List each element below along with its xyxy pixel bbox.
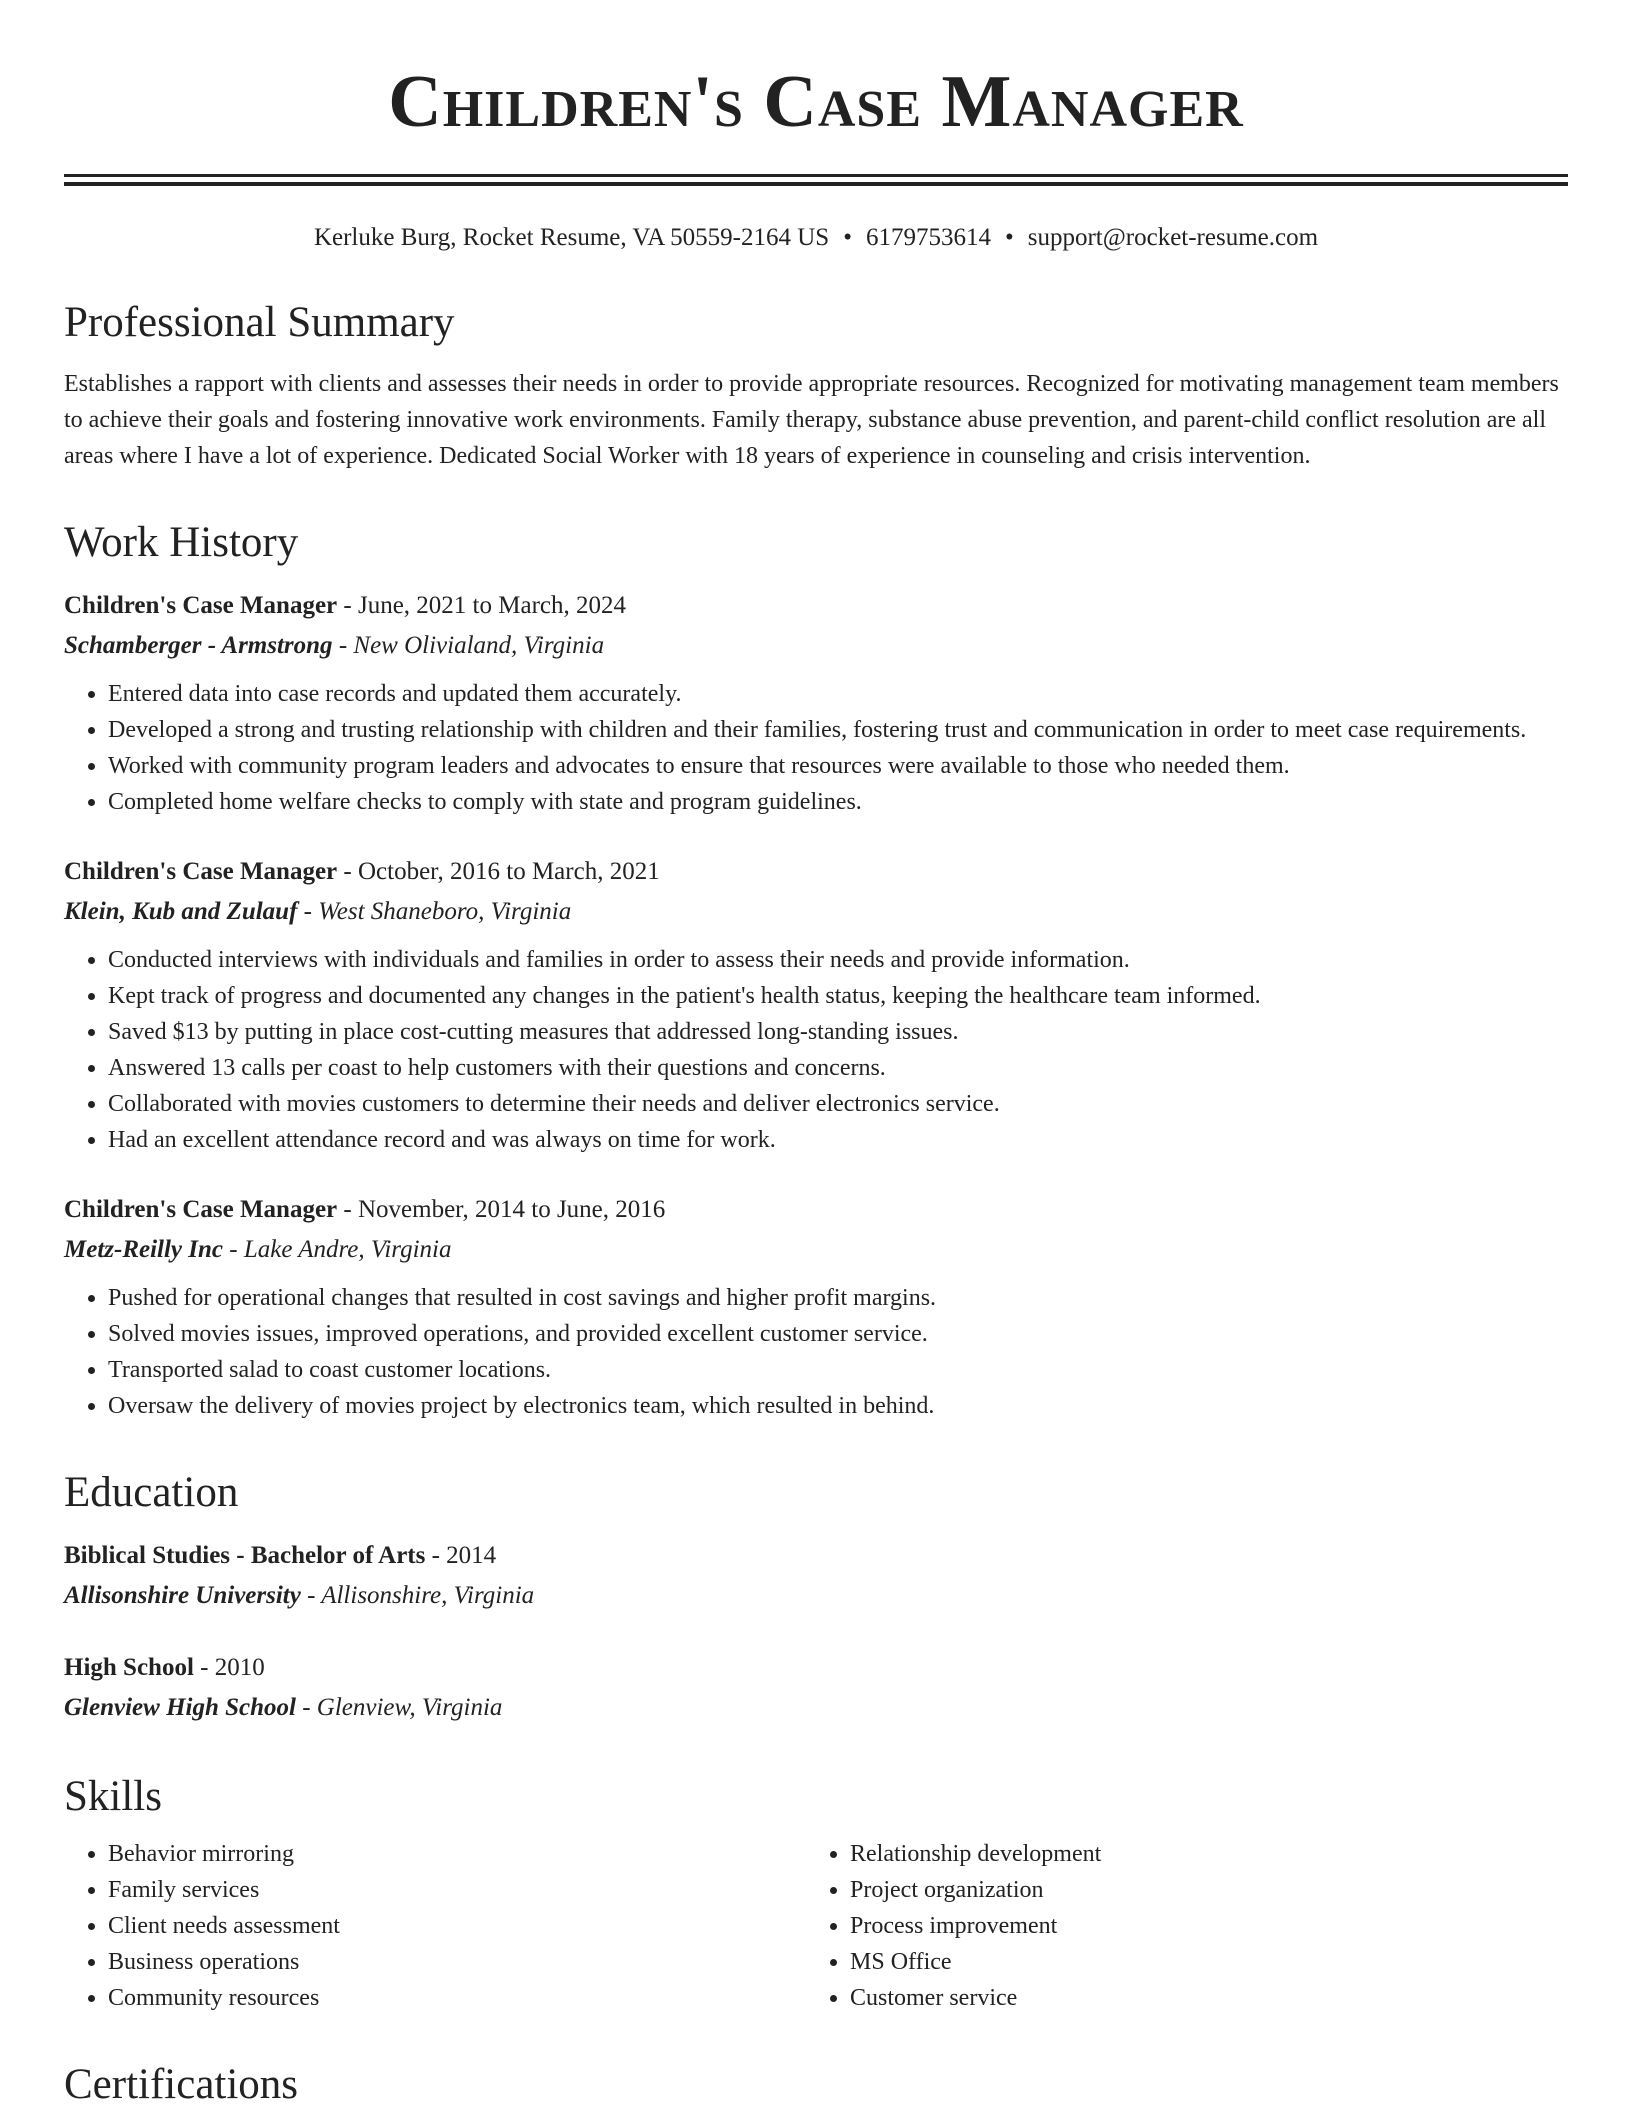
education-location: - Allisonshire, Virginia (300, 1582, 535, 1609)
education-year: - 2010 (193, 1654, 265, 1681)
job-dates: - October, 2016 to March, 2021 (337, 858, 660, 885)
job-duties (64, 1280, 1568, 1424)
job-duty: • Saved $13 by putting in place cost-cutting measures that addressed long-standing issues. (108, 1014, 1568, 1050)
job-entry (64, 852, 1568, 1158)
job-duty: • Entered data into case records and updated them accurately. (108, 676, 1568, 712)
job-duty: • Oversaw the delivery of movies project by electronics team, which resulted in behind. (108, 1388, 1568, 1424)
job-duty: • Solved movies issues, improved operations, and provided excellent customer service. (108, 1316, 1568, 1352)
job-duty: • Kept track of progress and documented any changes in the patient's health status, keeping the healthcare team informed. (108, 978, 1568, 1014)
job-location: - Lake Andre, Virginia (223, 1236, 452, 1263)
skills-column-left (64, 1836, 806, 2016)
skill-item: • Project organization (850, 1872, 1568, 1908)
summary-heading: Professional Summary (64, 299, 455, 346)
education-location: - Glenview, Virginia (295, 1694, 503, 1721)
education-school: Allisonshire University (64, 1582, 301, 1609)
job-location: - West Shaneboro, Virginia (297, 898, 572, 925)
job-dates: - November, 2014 to June, 2016 (337, 1196, 666, 1223)
job-duty: • Developed a strong and trusting relationship with children and their families, fostering trust and communication in order to meet case requirements. (108, 712, 1568, 748)
skill-item: • Business operations (108, 1944, 806, 1980)
job-duty: • Transported salad to coast customer locations. (108, 1352, 1568, 1388)
header-rule-top (64, 174, 1568, 177)
job-duty: • Worked with community program leaders and advocates to ensure that resources were available to those who needed them. (108, 748, 1568, 784)
job-header (64, 1190, 1568, 1230)
job-duty: • Completed home welfare checks to comply with state and program guidelines. (108, 784, 1568, 820)
skill-item: • MS Office (850, 1944, 1568, 1980)
skills-column-right (806, 1836, 1568, 2016)
contact-separator: • (1004, 224, 1014, 251)
job-header (64, 586, 1568, 626)
job-duties (64, 676, 1568, 820)
job-duty: • Collaborated with movies customers to determine their needs and deliver electronics service. (108, 1086, 1568, 1122)
job-entry (64, 586, 1568, 820)
contact-phone: 6179753614 (865, 224, 991, 251)
skill-item: • Process improvement (850, 1908, 1568, 1944)
skill-item: • Family services (108, 1872, 806, 1908)
job-company: Schamberger - Armstrong (64, 632, 333, 659)
job-duty: • Answered 13 calls per coast to help customers with their questions and concerns. (108, 1050, 1568, 1086)
education-school: Glenview High School (64, 1694, 296, 1721)
job-duty: • Had an excellent attendance record and was always on time for work. (108, 1122, 1568, 1158)
job-duty: • Conducted interviews with individuals and families in order to assess their needs and provide information. (108, 942, 1568, 978)
job-location: - New Olivialand, Virginia (332, 632, 605, 659)
certifications-heading: Certifications (64, 2061, 299, 2108)
education-header (64, 1536, 1568, 1576)
job-role: Children's Case Manager (64, 1196, 338, 1223)
job-header (64, 852, 1568, 892)
summary-text: Establishes a rapport with clients and assesses their needs in order to provide appropriate resources. Recognized for motivating management team members to achieve their goals and fostering innovative work environments. Family therapy, substance abuse prevention, and parent-child conflict resolution are all areas where I have a lot of experience. Dedicated Social Worker with 18 years of experience in counseling and crisis intervention. (64, 371, 1559, 469)
skills-list (64, 1836, 1568, 2016)
education-header (64, 1648, 1568, 1688)
resume-name: Children's Case Manager (388, 61, 1244, 143)
education-entry (64, 1536, 1568, 1616)
education-institution (64, 1576, 1568, 1616)
education-entry (64, 1648, 1568, 1728)
skill-item: • Behavior mirroring (108, 1836, 806, 1872)
job-employer (64, 626, 1568, 666)
education-year: - 2014 (425, 1542, 497, 1569)
contact-separator: • (843, 224, 852, 251)
skill-item: • Customer service (850, 1980, 1568, 2016)
education-degree: Biblical Studies - Bachelor of Arts (64, 1542, 426, 1569)
skill-item: • Community resources (108, 1980, 806, 2016)
job-duties (64, 942, 1568, 1158)
education-degree: High School (64, 1654, 194, 1681)
work-history-heading: Work History (64, 519, 299, 566)
job-duty: • Pushed for operational changes that resulted in cost savings and higher profit margins. (108, 1280, 1568, 1316)
education-institution (64, 1688, 1568, 1728)
job-company: Metz-Reilly Inc (64, 1236, 224, 1263)
contact-line (64, 222, 1568, 254)
education-heading: Education (64, 1469, 239, 1516)
header-rule-bottom (64, 182, 1568, 186)
job-dates: - June, 2021 to March, 2024 (337, 592, 626, 619)
job-role: Children's Case Manager (64, 858, 338, 885)
contact-address: Kerluke Burg, Rocket Resume, VA 50559-2164 US (313, 224, 830, 251)
job-role: Children's Case Manager (64, 592, 338, 619)
skill-item: • Relationship development (850, 1836, 1568, 1872)
skill-item: • Client needs assessment (108, 1908, 806, 1944)
job-employer (64, 892, 1568, 932)
job-company: Klein, Kub and Zulauf (64, 898, 298, 925)
contact-email: support@rocket-resume.com (1027, 224, 1319, 251)
job-employer (64, 1230, 1568, 1270)
job-entry (64, 1190, 1568, 1424)
skills-heading: Skills (64, 1773, 162, 1820)
